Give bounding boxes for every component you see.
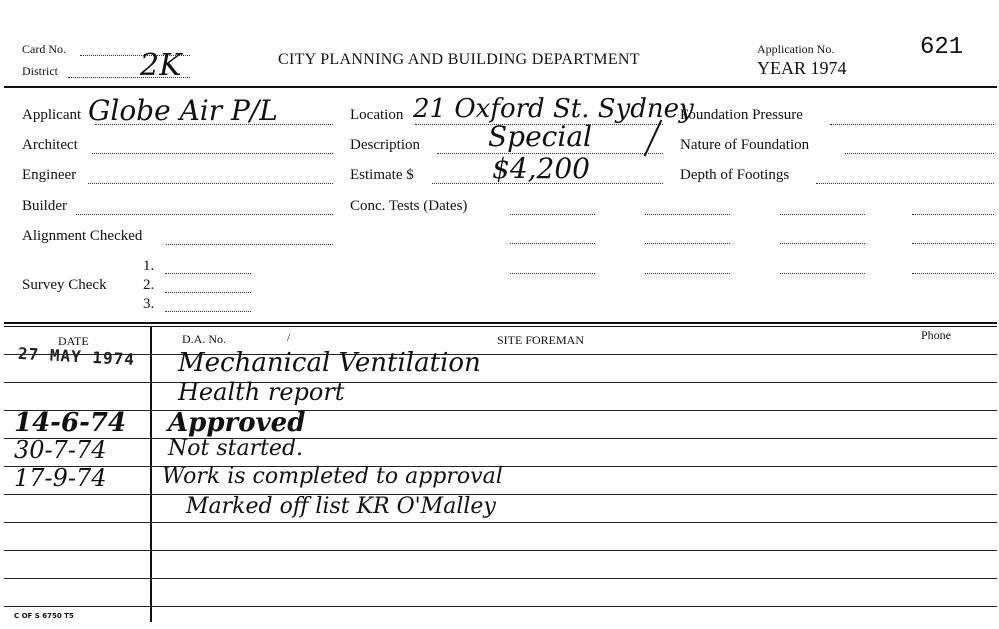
conc-line-3 — [780, 214, 865, 215]
survey-2-line — [165, 292, 251, 293]
builder-label: Builder — [22, 198, 67, 214]
header-divider — [4, 86, 997, 88]
depth-of-footings-label: Depth of Footings — [680, 167, 790, 183]
pen-stroke — [644, 119, 663, 156]
architect-label: Architect — [22, 137, 78, 153]
alignment-line — [166, 244, 333, 245]
applicant-label: Applicant — [22, 107, 82, 123]
conc-line-1 — [510, 214, 595, 215]
date-header: DATE — [58, 334, 89, 348]
log-top-rule-2 — [4, 326, 997, 327]
survey-label: Survey Check — [22, 277, 107, 293]
department-title: CITY PLANNING AND BUILDING DEPARTMENT — [278, 51, 640, 68]
log-entry-date: 30-7-74 — [14, 436, 107, 464]
conc-line-4 — [912, 214, 994, 215]
da-no-header: D.A. No. — [182, 332, 226, 346]
year-label: YEAR 1974 — [757, 58, 847, 78]
log-entry-text: Mechanical Ventilation — [178, 348, 481, 378]
card-no-label: Card No. — [22, 42, 66, 56]
row-line — [4, 410, 997, 411]
engineer-label: Engineer — [22, 167, 77, 183]
application-no-label: Application No. — [757, 42, 835, 56]
conc-line-8 — [912, 243, 994, 244]
survey-3-label: 3. — [143, 296, 155, 312]
nature-of-foundation-line — [845, 153, 994, 154]
da-no-tick: / — [287, 330, 291, 344]
architect-line — [92, 153, 333, 154]
log-entry-text: Not started. — [168, 436, 304, 461]
form-code: C OF S 6750 T5 — [14, 612, 74, 620]
log-entry-date: 14-6-74 — [14, 408, 127, 438]
survey-3-line — [165, 311, 251, 312]
log-entry-text: Approved — [168, 408, 306, 438]
site-foreman-header: SITE FOREMAN — [497, 333, 585, 347]
row-line — [4, 606, 997, 607]
row-line — [4, 354, 997, 355]
conc-line-12 — [912, 273, 994, 274]
log-entry-date: 17-9-74 — [14, 464, 107, 492]
description-value: Special — [488, 120, 592, 153]
estimate-value: $4,200 — [492, 152, 590, 185]
conc-line-10 — [645, 273, 730, 274]
location-value: 21 Oxford St. Sydney — [413, 94, 694, 124]
applicant-value: Globe Air P/L — [88, 94, 278, 127]
district-value: 2K — [140, 48, 182, 83]
description-label: Description — [350, 137, 420, 153]
row-line — [4, 578, 997, 579]
conc-line-9 — [510, 273, 595, 274]
survey-1-label: 1. — [143, 258, 155, 274]
row-line — [4, 522, 997, 523]
foundation-pressure-label: Foundation Pressure — [680, 107, 803, 123]
conc-line-6 — [645, 243, 730, 244]
log-entry-text: Marked off list KR O'Malley — [186, 494, 496, 519]
district-label: District — [22, 64, 58, 78]
survey-1-line — [165, 273, 251, 274]
depth-of-footings-line — [816, 183, 994, 184]
estimate-label: Estimate $ — [350, 167, 414, 183]
application-number: 621 — [920, 34, 964, 61]
conc-line-5 — [510, 243, 595, 244]
row-line — [4, 494, 997, 495]
row-line — [4, 382, 997, 383]
location-label: Location — [350, 107, 404, 123]
builder-line — [76, 214, 333, 215]
conc-line-7 — [780, 243, 865, 244]
log-entry-text: Work is completed to approval — [162, 464, 503, 489]
nature-of-foundation-label: Nature of Foundation — [680, 137, 810, 153]
conc-line-2 — [645, 214, 730, 215]
conc-tests-label: Conc. Tests (Dates) — [350, 198, 468, 214]
log-date-stamp: 27 MAY 1974 — [17, 343, 136, 370]
alignment-label: Alignment Checked — [22, 228, 143, 244]
conc-line-11 — [780, 273, 865, 274]
engineer-line — [88, 183, 333, 184]
phone-header: Phone — [921, 328, 951, 342]
log-top-rule-1 — [4, 322, 997, 324]
row-line — [4, 550, 997, 551]
survey-2-label: 2. — [143, 277, 155, 293]
log-entry-text: Health report — [178, 378, 345, 406]
row-line — [4, 438, 997, 439]
foundation-pressure-line — [830, 124, 994, 125]
